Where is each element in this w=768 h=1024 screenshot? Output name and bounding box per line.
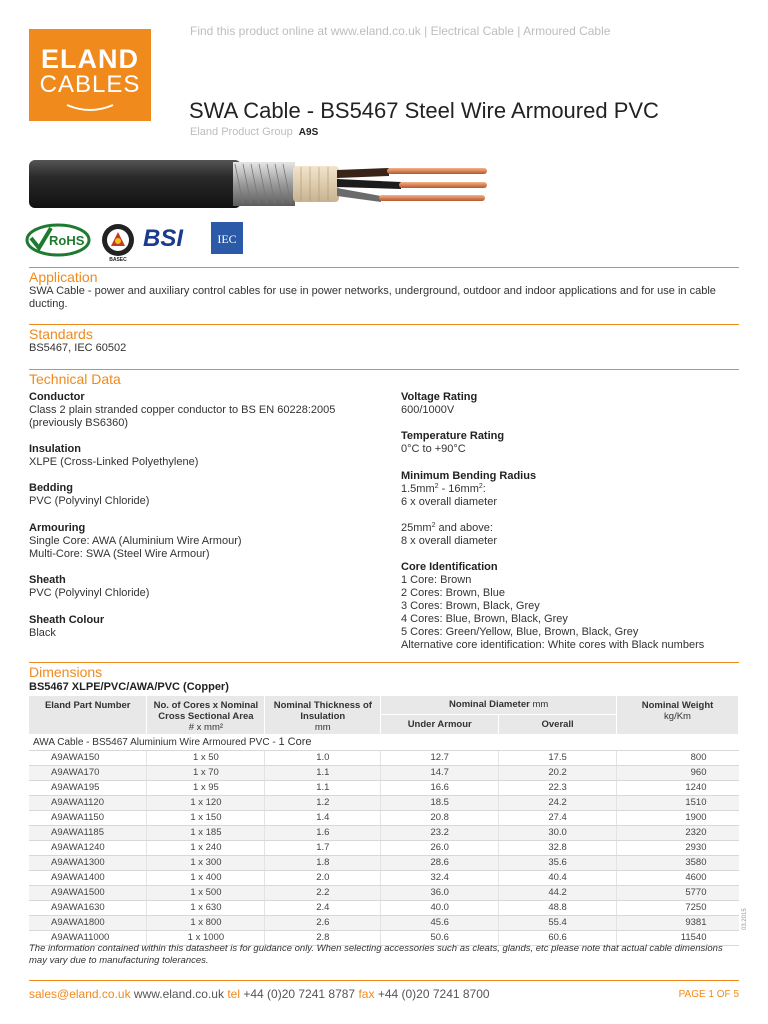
cell-weight: 3580 <box>617 855 739 870</box>
svg-text:RoHS: RoHS <box>49 233 85 248</box>
cell-part-number: A9AWA1240 <box>29 840 147 855</box>
core-identification-spec <box>401 561 704 652</box>
dimensions-rule <box>29 662 739 663</box>
cell-under-armour: 26.0 <box>381 840 499 855</box>
insulation-text: XLPE (Cross-Linked Polyethylene) <box>29 456 199 468</box>
cell-thickness: 2.6 <box>265 915 381 930</box>
core-id-3: 3 Cores: Brown, Black, Grey <box>401 600 540 612</box>
table-row <box>29 795 739 810</box>
temperature-heading: Temperature Rating <box>401 430 505 442</box>
footer-tel-label: tel <box>227 987 240 1001</box>
sheath-text: PVC (Polyvinyl Chloride) <box>29 587 150 599</box>
standards-rule <box>29 324 739 325</box>
cell-part-number: A9AWA1400 <box>29 870 147 885</box>
cell-under-armour: 20.8 <box>381 810 499 825</box>
table-row <box>29 870 739 885</box>
cell-cores: 1 x 630 <box>147 900 265 915</box>
header-thickness: Nominal Thickness of Insulation mm <box>265 696 381 734</box>
bending-radius-range-2: $25mm^2$ and above: <box>401 522 493 534</box>
cell-thickness: 1.4 <box>265 810 381 825</box>
core-id-1: 1 Core: Brown <box>401 574 472 586</box>
cell-part-number: A9AWA1120 <box>29 795 147 810</box>
cell-cores: 1 x 185 <box>147 825 265 840</box>
cell-weight: 7250 <box>617 900 739 915</box>
header-cores: No. of Cores x Nominal Cross Sectional Area # x mm² <box>147 696 265 734</box>
footer-contact <box>29 987 490 1001</box>
cell-cores: 1 x 800 <box>147 915 265 930</box>
cell-under-armour: 32.4 <box>381 870 499 885</box>
product-group <box>190 126 318 138</box>
voltage-spec <box>401 391 477 417</box>
logo-line1: ELAND <box>41 44 139 74</box>
header-overall: Overall <box>499 714 617 734</box>
cell-part-number: A9AWA150 <box>29 750 147 765</box>
cell-cores: 1 x 120 <box>147 795 265 810</box>
cell-cores: 1 x 1000 <box>147 930 265 945</box>
footer-email-link[interactable]: sales@eland.co.uk <box>29 987 131 1001</box>
page-number: PAGE 1 OF 5 <box>678 989 739 1000</box>
cell-part-number: A9AWA195 <box>29 780 147 795</box>
conductor-text-1: Class 2 plain stranded copper conductor to BS EN 60228:2005 <box>29 404 336 416</box>
insulation-heading: Insulation <box>29 443 81 455</box>
cell-thickness: 1.7 <box>265 840 381 855</box>
cell-weight: 800 <box>617 750 739 765</box>
cell-weight: 5770 <box>617 885 739 900</box>
insulation-spec <box>29 443 198 469</box>
disclaimer-note: The information contained within this datasheet is for guidance only. When selecting accessories such as cleats, glands, etc please note that actual cable dimensions may vary due to manufacturing tolerances. <box>29 943 723 966</box>
cell-cores: 1 x 70 <box>147 765 265 780</box>
table-row <box>29 915 739 930</box>
cell-part-number: A9AWA11000 <box>29 930 147 945</box>
application-rule <box>29 267 739 268</box>
cell-under-armour: 36.0 <box>381 885 499 900</box>
cell-cores: 1 x 400 <box>147 870 265 885</box>
cell-under-armour: 50.6 <box>381 930 499 945</box>
cell-part-number: A9AWA1630 <box>29 900 147 915</box>
sheath-colour-spec <box>29 614 104 640</box>
cell-overall: 35.6 <box>499 855 617 870</box>
dimensions-subtitle: BS5467 XLPE/PVC/AWA/PVC (Copper) <box>29 681 229 693</box>
bending-radius-spec <box>401 470 536 548</box>
product-group-code: A9S <box>298 127 319 138</box>
table-row <box>29 750 739 765</box>
cell-overall: 44.2 <box>499 885 617 900</box>
sheath-colour-text: Black <box>29 627 56 639</box>
cell-part-number: A9AWA1150 <box>29 810 147 825</box>
cell-weight: 2320 <box>617 825 739 840</box>
cell-weight: 2930 <box>617 840 739 855</box>
bending-radius-heading: Minimum Bending Radius <box>401 470 537 482</box>
cell-weight: 1900 <box>617 810 739 825</box>
cell-thickness: 1.2 <box>265 795 381 810</box>
cell-part-number: A9AWA1300 <box>29 855 147 870</box>
cell-overall: 60.6 <box>499 930 617 945</box>
cell-under-armour: 14.7 <box>381 765 499 780</box>
bedding-heading: Bedding <box>29 482 73 494</box>
armouring-spec <box>29 522 242 561</box>
header-under-armour: Under Armour <box>381 714 499 734</box>
cable-image <box>29 152 489 212</box>
voltage-heading: Voltage Rating <box>401 391 478 403</box>
temperature-text: 0°C to +90°C <box>401 443 466 455</box>
svg-text:BSI: BSI <box>143 225 184 252</box>
svg-text:BASEC: BASEC <box>109 257 127 262</box>
header-diameter: Nominal Diameter mm <box>381 696 617 714</box>
conductor-heading: Conductor <box>29 391 85 403</box>
cell-overall: 30.0 <box>499 825 617 840</box>
conductor-spec <box>29 391 335 430</box>
standards-text: BS5467, IEC 60502 <box>29 342 127 354</box>
sheath-colour-heading: Sheath Colour <box>29 614 105 626</box>
footer-fax-label: fax <box>358 987 375 1001</box>
rohs-icon <box>25 222 91 258</box>
cell-thickness: 1.8 <box>265 855 381 870</box>
eland-cables-logo <box>29 29 151 121</box>
logo-swoosh-icon <box>65 103 115 113</box>
cell-thickness: 1.6 <box>265 825 381 840</box>
cell-weight: 960 <box>617 765 739 780</box>
table-row <box>29 825 739 840</box>
cell-thickness: 1.0 <box>265 750 381 765</box>
cell-cores: 1 x 150 <box>147 810 265 825</box>
footer-fax: +44 (0)20 7241 8700 <box>377 987 490 1001</box>
cell-overall: 27.4 <box>499 810 617 825</box>
core-id-2: 2 Cores: Brown, Blue <box>401 587 505 599</box>
cell-overall: 48.8 <box>499 900 617 915</box>
table-row <box>29 765 739 780</box>
cell-under-armour: 12.7 <box>381 750 499 765</box>
armouring-heading: Armouring <box>29 522 86 534</box>
bending-radius-value-2: 8 x overall diameter <box>401 535 497 547</box>
basec-icon <box>97 222 139 262</box>
cell-cores: 1 x 240 <box>147 840 265 855</box>
logo-line2: CABLES <box>39 71 141 98</box>
cell-weight: 1510 <box>617 795 739 810</box>
cell-thickness: 2.0 <box>265 870 381 885</box>
cell-overall: 17.5 <box>499 750 617 765</box>
cell-weight: 4600 <box>617 870 739 885</box>
bending-radius-value-1: 6 x overall diameter <box>401 496 497 508</box>
technical-title: Technical Data <box>29 371 121 387</box>
cell-part-number: A9AWA1185 <box>29 825 147 840</box>
cell-cores: 1 x 50 <box>147 750 265 765</box>
voltage-text: 600/1000V <box>401 404 455 416</box>
cell-part-number: A9AWA1500 <box>29 885 147 900</box>
technical-rule <box>29 369 739 370</box>
cell-overall: 32.8 <box>499 840 617 855</box>
cell-cores: 1 x 300 <box>147 855 265 870</box>
cell-under-armour: 28.6 <box>381 855 499 870</box>
table-row <box>29 840 739 855</box>
cell-weight: 1240 <box>617 780 739 795</box>
cell-under-armour: 23.2 <box>381 825 499 840</box>
cell-overall: 55.4 <box>499 915 617 930</box>
table-row <box>29 780 739 795</box>
core-identification-heading: Core Identification <box>401 561 498 573</box>
application-text: SWA Cable - power and auxiliary control cables for use in power networks, underground, outdoor and indoor applications and for use in cable ducting. <box>29 285 716 310</box>
svg-text:IEC: IEC <box>217 232 237 246</box>
revision-code: 03.2015 <box>742 908 748 930</box>
table-row <box>29 855 739 870</box>
standards-title: Standards <box>29 326 93 342</box>
footer-web-link[interactable]: www.eland.co.uk <box>133 987 224 1001</box>
cell-thickness: 2.2 <box>265 885 381 900</box>
table-row <box>29 810 739 825</box>
bedding-spec <box>29 482 149 508</box>
application-title: Application <box>29 269 98 285</box>
header-part-number: Eland Part Number <box>29 696 147 734</box>
cell-thickness: 2.8 <box>265 930 381 945</box>
header-weight: Nominal Weight kg/Km <box>617 696 739 734</box>
core-id-6: Alternative core identification: White cores with Black numbers <box>401 639 705 651</box>
table-row <box>29 885 739 900</box>
cell-overall: 22.3 <box>499 780 617 795</box>
table-row <box>29 900 739 915</box>
cell-thickness: 2.4 <box>265 900 381 915</box>
cell-part-number: A9AWA170 <box>29 765 147 780</box>
page-title: SWA Cable - BS5467 Steel Wire Armoured PVC <box>189 98 659 123</box>
bending-radius-range-1: $1.5mm^2 - 16mm^2$: <box>401 483 486 495</box>
armouring-text-2: Multi-Core: SWA (Steel Wire Armour) <box>29 548 210 560</box>
cell-under-armour: 40.0 <box>381 900 499 915</box>
find-online-link[interactable]: Find this product online at www.eland.co.uk | Electrical Cable | Armoured Cable <box>190 24 611 38</box>
bedding-text: PVC (Polyvinyl Chloride) <box>29 495 150 507</box>
dimensions-table <box>29 696 739 946</box>
conductor-text-2: (previously BS6360) <box>29 417 129 429</box>
cell-weight: 9381 <box>617 915 739 930</box>
dimensions-title: Dimensions <box>29 664 103 680</box>
cell-overall: 20.2 <box>499 765 617 780</box>
cell-under-armour: 16.6 <box>381 780 499 795</box>
cell-weight: 11540 <box>617 930 739 945</box>
cell-cores: 1 x 500 <box>147 885 265 900</box>
cell-cores: 1 x 95 <box>147 780 265 795</box>
bsi-icon <box>143 222 197 252</box>
cell-under-armour: 18.5 <box>381 795 499 810</box>
cell-overall: 24.2 <box>499 795 617 810</box>
core-id-5: 5 Cores: Green/Yellow, Blue, Brown, Black, Grey <box>401 626 639 638</box>
cell-thickness: 1.1 <box>265 780 381 795</box>
core-id-4: 4 Cores: Blue, Brown, Black, Grey <box>401 613 568 625</box>
sheath-heading: Sheath <box>29 574 66 586</box>
iec-icon <box>211 222 243 254</box>
footer-rule <box>29 980 739 981</box>
cell-overall: 40.4 <box>499 870 617 885</box>
product-group-label: Eland Product Group <box>190 126 293 138</box>
temperature-spec <box>401 430 504 456</box>
footer-tel: +44 (0)20 7241 8787 <box>243 987 356 1001</box>
armouring-text-1: Single Core: AWA (Aluminium Wire Armour) <box>29 535 242 547</box>
cell-under-armour: 45.6 <box>381 915 499 930</box>
cell-thickness: 1.1 <box>265 765 381 780</box>
cell-part-number: A9AWA1800 <box>29 915 147 930</box>
sheath-spec <box>29 574 149 600</box>
table-group-row: AWA Cable - BS5467 Aluminium Wire Armoured PVC - 1 Core <box>29 734 739 750</box>
